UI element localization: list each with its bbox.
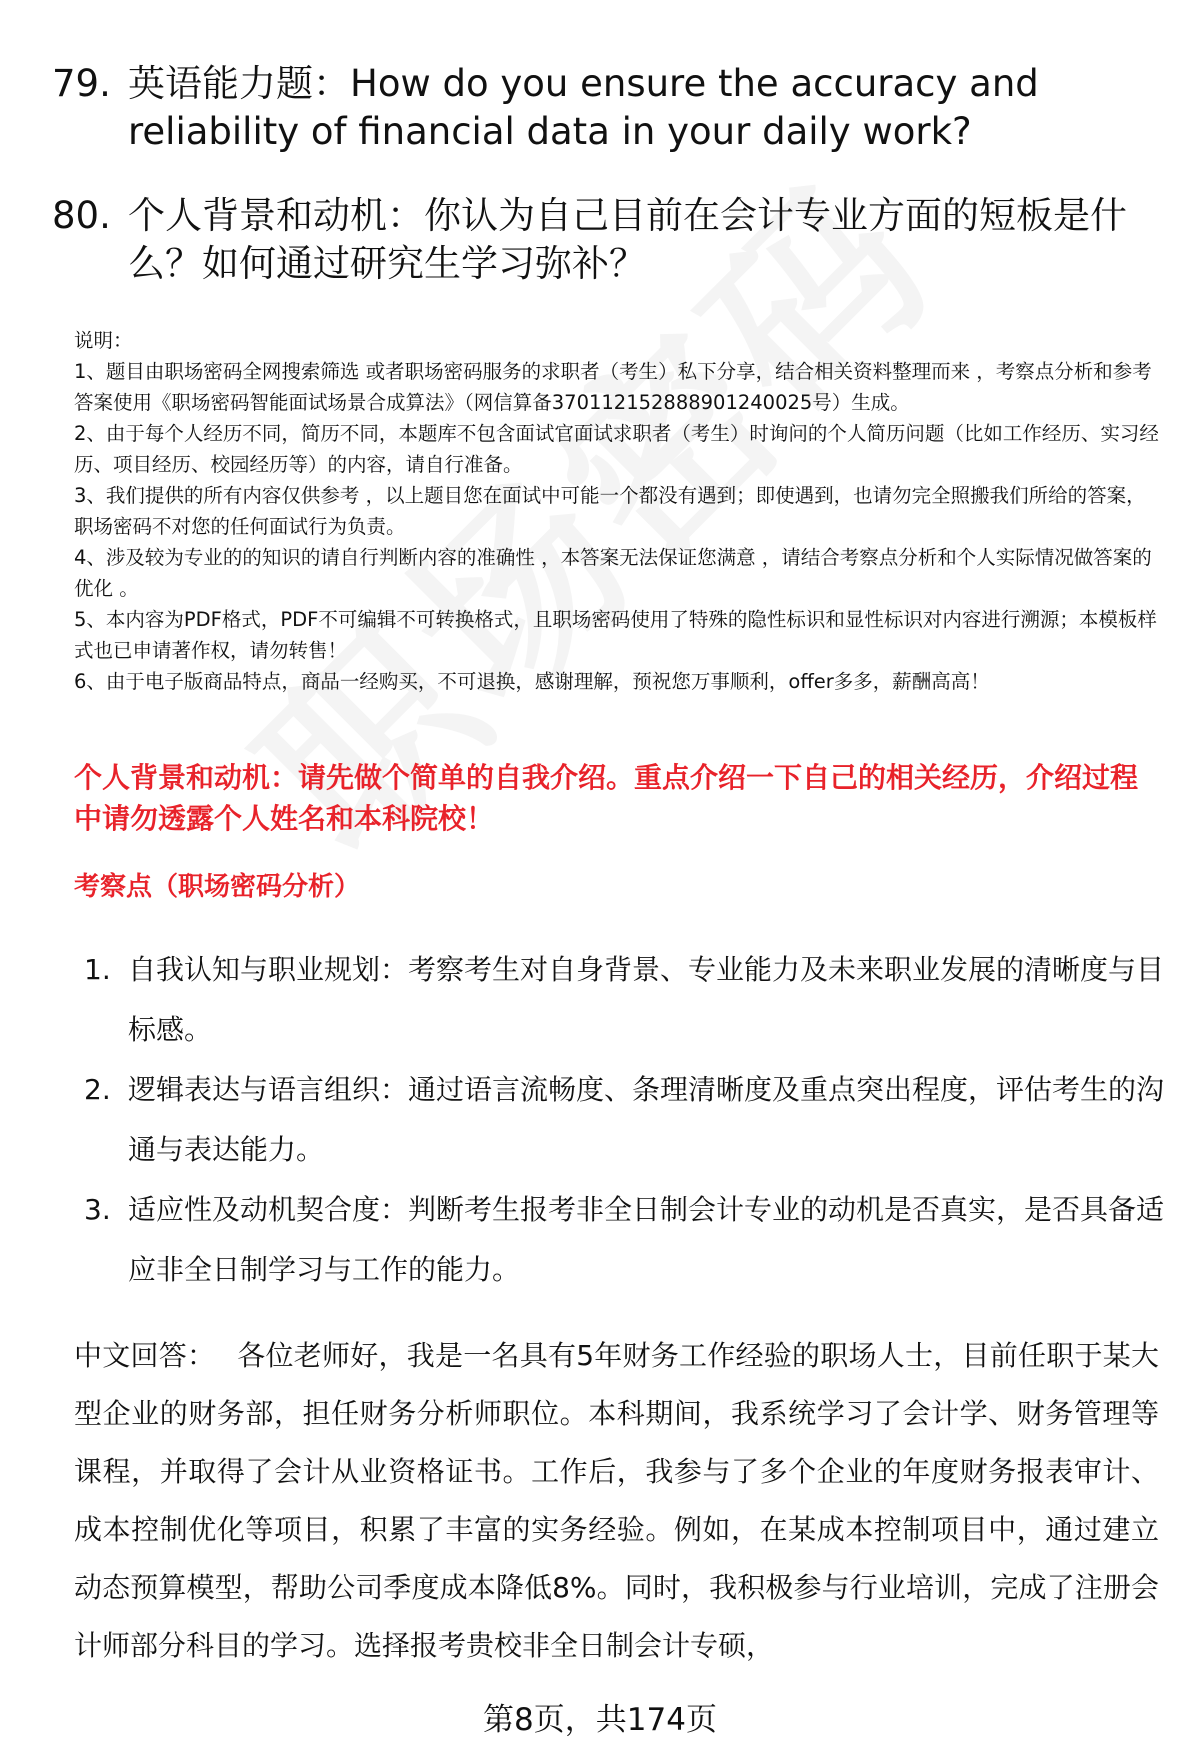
list-item bbox=[84, 940, 1164, 1060]
section-subheading: 考察点（职场密码分析） bbox=[74, 872, 361, 902]
list-item-text: 自我认知与职业规划：考察考生对自身背景、专业能力及未来职业发展的清晰度与目标感。 bbox=[128, 953, 1165, 1046]
note-item: 2、由于每个人经历不同，简历不同，本题库不包含面试官面试求职者（考生）时询问的个人简历问题（比如工作经历、实习经历、项目经历、校园经历等）的内容，请自行准备。 bbox=[74, 422, 1159, 476]
assessment-points-list bbox=[84, 940, 1164, 1300]
question-80 bbox=[52, 192, 1162, 288]
list-item-text: 逻辑表达与语言组织：通过语言流畅度、条理清晰度及重点突出程度，评估考生的沟通与表达能力。 bbox=[128, 1073, 1165, 1166]
answer-text: 各位老师好，我是一名具有5年财务工作经验的职场人士，目前任职于某大型企业的财务部，担任财务分析师职位。本科期间，我系统学习了会计学、财务管理等课程，并取得了会计从业资格证书。工作后，我参与了多个企业的年度财务报表审计、成本控制优化等项目，积累了丰富的实务经验。例如，在某成本控制项目中，通过建立动态预算模型，帮助公司季度成本降低8%。同时，我积极参与行业培训，完成了注册会计师部分科目的学习。选择报考贵校非全日制会计专硕， bbox=[74, 1339, 1159, 1662]
question-text: 英语能力题：How do you ensure the accuracy and reliability of financial data in your daily work? bbox=[128, 62, 1039, 153]
list-item bbox=[84, 1180, 1164, 1300]
list-item-number: 2. bbox=[84, 1073, 111, 1106]
note-item: 5、本内容为PDF格式，PDF不可编辑不可转换格式，且职场密码使用了特殊的隐性标识和显性标识对内容进行溯源；本模板样式也已申请著作权，请勿转售！ bbox=[74, 608, 1157, 662]
list-item-number: 3. bbox=[84, 1193, 111, 1226]
question-79 bbox=[52, 60, 1162, 156]
question-text: 个人背景和动机：你认为自己目前在会计专业方面的短板是什么？如何通过研究生学习弥补？ bbox=[128, 194, 1127, 285]
disclaimer-notes bbox=[74, 325, 1159, 697]
answer-paragraph bbox=[74, 1327, 1159, 1675]
note-item: 1、题目由职场密码全网搜索筛选 或者职场密码服务的求职者（考生）私下分享，结合相关资料整理而来 ，考察点分析和参考答案使用《职场密码智能面试场景合成算法》（网信算备370112152888901240025号）生成。 bbox=[74, 360, 1152, 414]
page-number: 第8页，共174页 bbox=[483, 1702, 717, 1738]
section-heading: 个人背景和动机：请先做个简单的自我介绍。重点介绍一下自己的相关经历，介绍过程中请勿透露个人姓名和本科院校！ bbox=[74, 761, 1139, 835]
question-number: 79. bbox=[52, 62, 111, 105]
note-item: 4、涉及较为专业的的知识的请自行判断内容的准确性 ，本答案无法保证您满意 ，请结合考察点分析和个人实际情况做答案的优化 。 bbox=[74, 546, 1152, 600]
list-item-text: 适应性及动机契合度：判断考生报考非全日制会计专业的动机是否真实，是否具备适应非全日制学习与工作的能力。 bbox=[128, 1193, 1165, 1286]
note-item: 3、我们提供的所有内容仅供参考 ，以上题目您在面试中可能一个都没有遇到；即使遇到，也请勿完全照搬我们所给的答案，职场密码不对您的任何面试行为负责。 bbox=[74, 484, 1146, 538]
notes-title: 说明： bbox=[74, 329, 133, 352]
note-item: 6、由于电子版商品特点，商品一经购买，不可退换，感谢理解，预祝您万事顺利，offer多多，薪酬高高！ bbox=[74, 670, 990, 693]
answer-label: 中文回答： bbox=[74, 1339, 216, 1372]
list-item bbox=[84, 1060, 1164, 1180]
question-number: 80. bbox=[52, 194, 111, 237]
list-item-number: 1. bbox=[84, 953, 111, 986]
